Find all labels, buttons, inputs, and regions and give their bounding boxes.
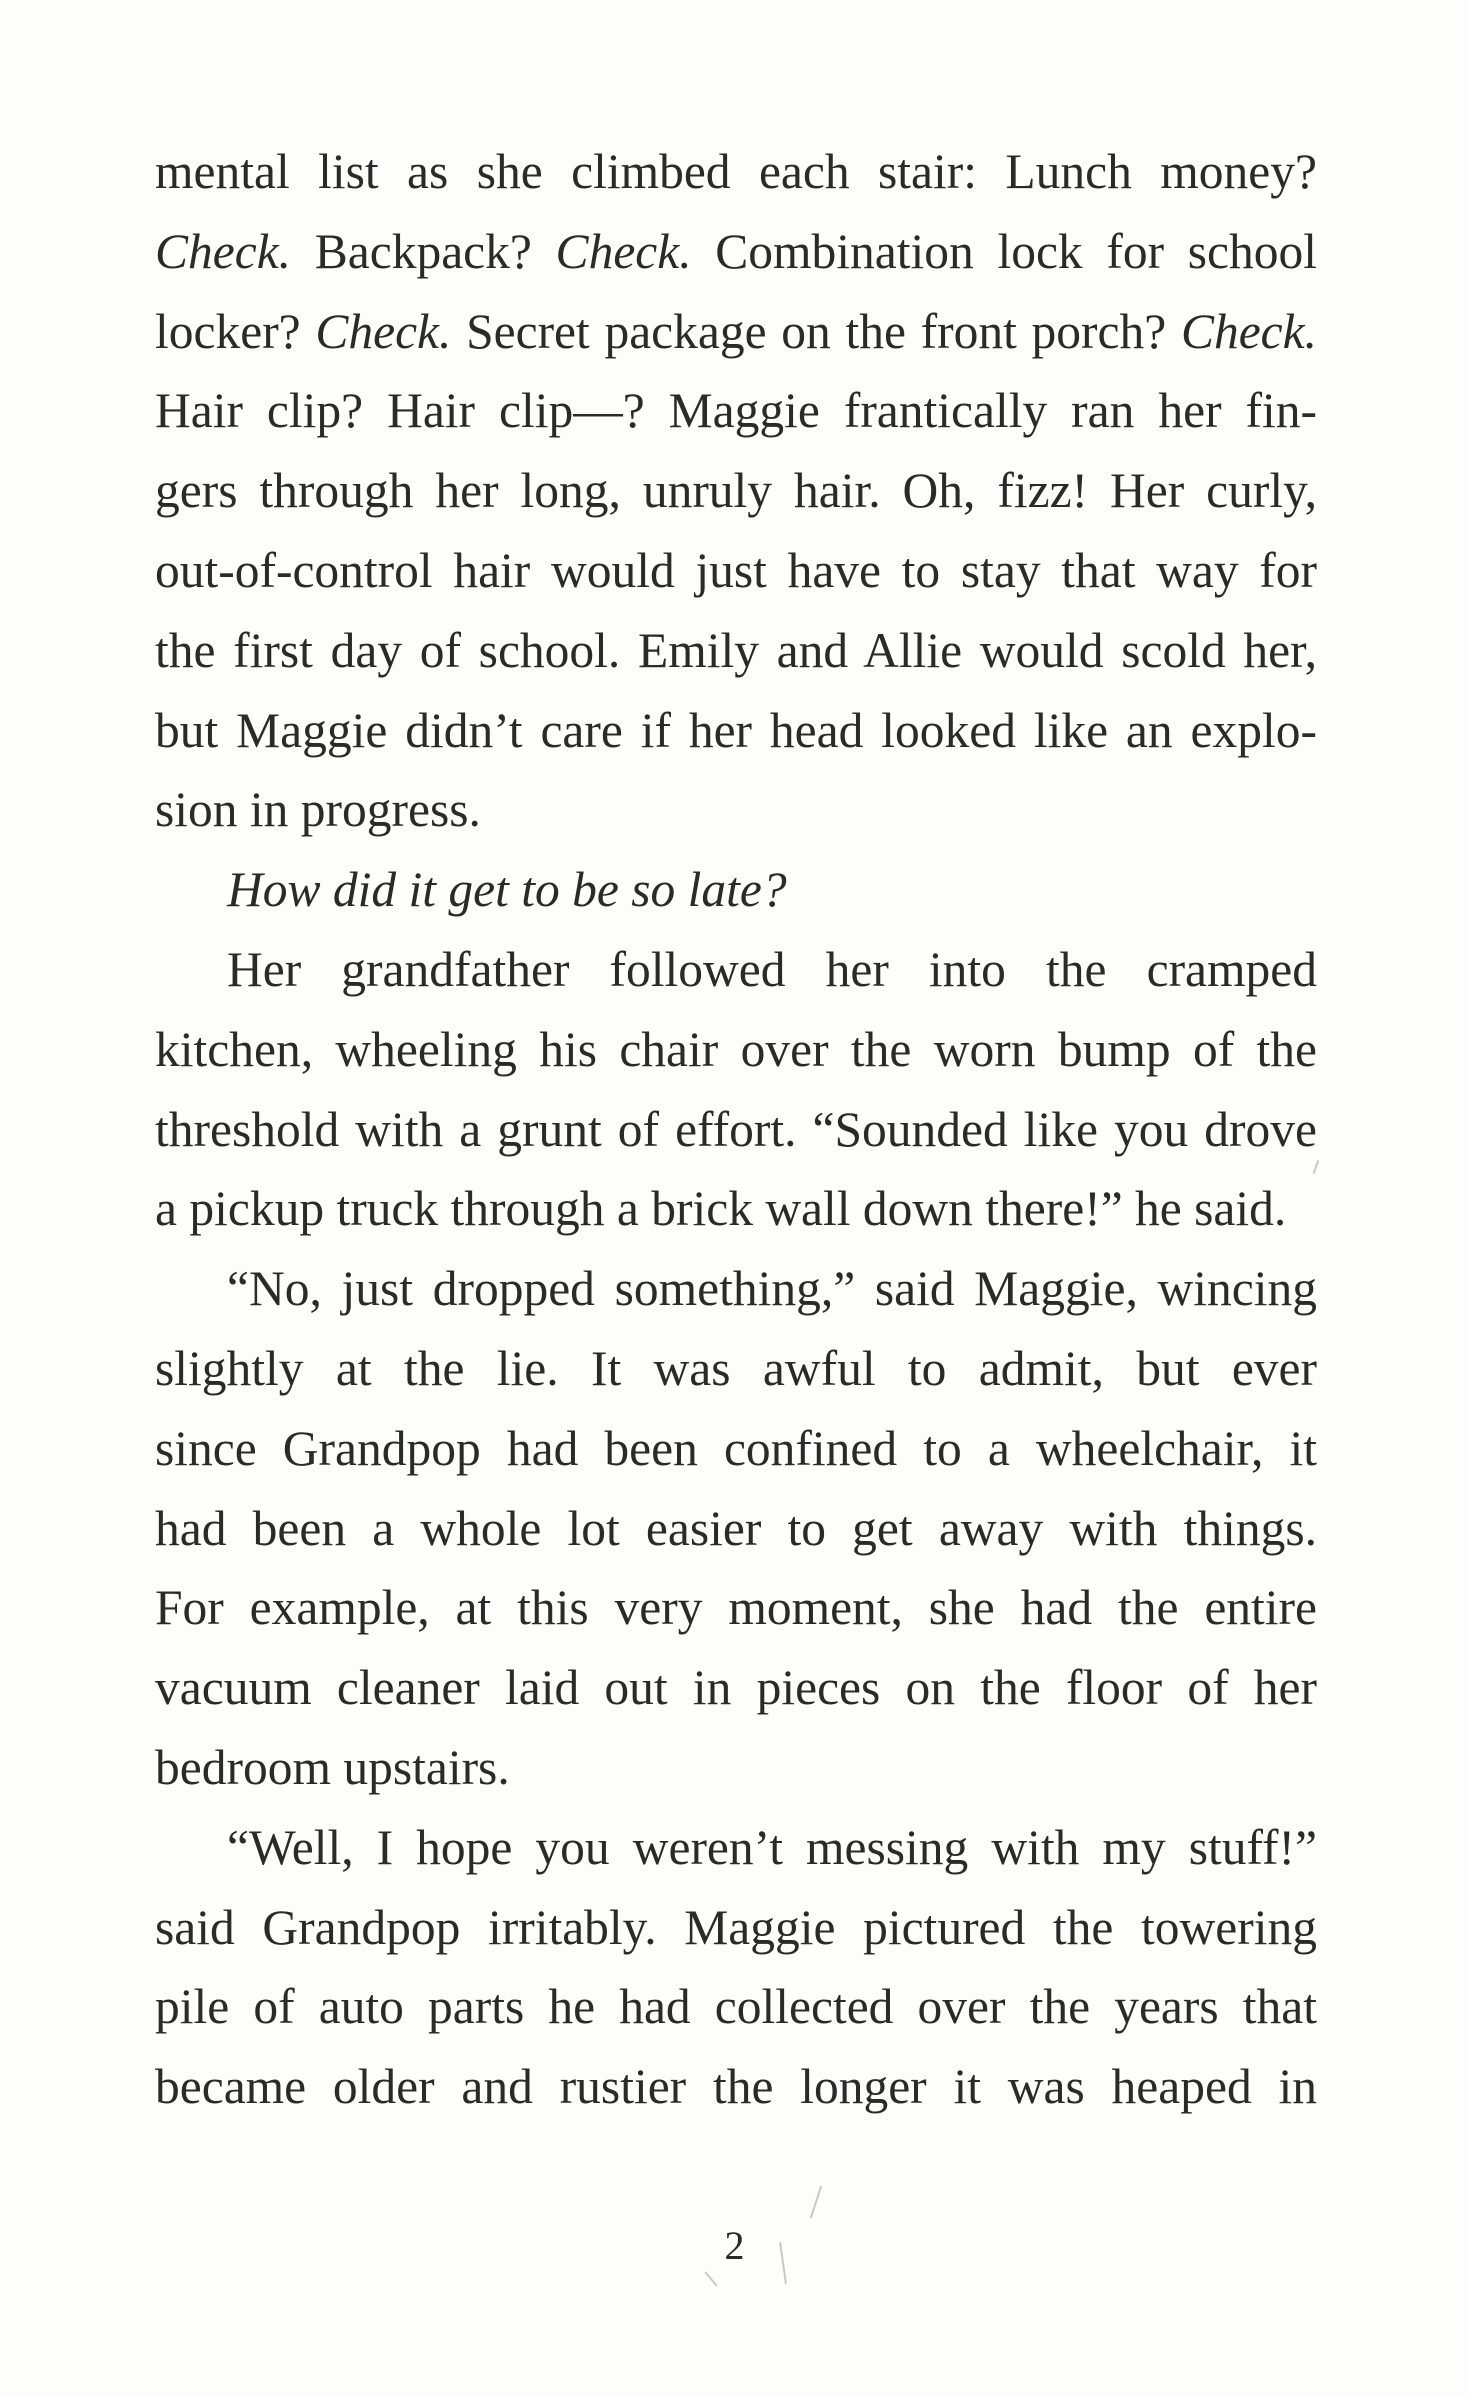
text-line: sion in progress. <box>155 782 481 838</box>
text-line: For example, at this very moment, she had the entire <box>155 1580 1317 1636</box>
text-line: “Well, I hope you weren’t messing with my stuff!” <box>227 1819 1317 1875</box>
paragraph-2 <box>155 850 1317 930</box>
paragraph-1 <box>155 132 1317 850</box>
text-line: kitchen, wheeling his chair over the worn bump of the <box>155 1021 1317 1077</box>
text-line: had been a whole lot easier to get away with things. <box>155 1500 1317 1556</box>
text-line: the first day of school. Emily and Allie would scold her, <box>155 622 1317 678</box>
text-line: pile of auto parts he had collected over the years that <box>155 1979 1317 2035</box>
scan-speck <box>810 2186 822 2219</box>
text-line: since Grandpop had been confined to a wheelchair, it <box>155 1420 1317 1476</box>
text-line: gers through her long, unruly hair. Oh, fizz! Her curly, <box>155 463 1317 519</box>
body-text <box>155 132 1317 2127</box>
text-line: vacuum cleaner laid out in pieces on the floor of her <box>155 1660 1317 1716</box>
text-line: Hair clip? Hair clip—? Maggie frantically ran her fin- <box>155 383 1317 439</box>
text-line: said Grandpop irritably. Maggie pictured the towering <box>155 1899 1317 1955</box>
text-line: a pickup truck through a brick wall down there!” he said. <box>155 1181 1287 1237</box>
paragraph-5 <box>155 1808 1317 2127</box>
page-number: 2 <box>724 2223 745 2268</box>
text-line: Her grandfather followed her into the cramped <box>227 941 1317 997</box>
text-line: became older and rustier the longer it was heaped in <box>155 2059 1317 2115</box>
text-line: but Maggie didn’t care if her head looked like an explo- <box>155 702 1317 758</box>
text-line: slightly at the lie. It was awful to admit, but ever <box>155 1340 1317 1396</box>
scan-speck <box>704 2271 717 2286</box>
text-line: out-of-control hair would just have to stay that way for <box>155 542 1317 598</box>
text-line: mental list as she climbed each stair: Lunch money? <box>155 144 1317 199</box>
text-line: How did it get to be so late? <box>227 862 787 918</box>
text-line: locker? Check. Secret package on the front porch? Check. <box>155 303 1317 359</box>
text-line: Check. Backpack? Check. Combination lock for school <box>155 223 1317 279</box>
paragraph-4 <box>155 1249 1317 1808</box>
paragraph-3 <box>155 930 1317 1249</box>
text-line: bedroom upstairs. <box>155 1739 510 1795</box>
text-line: “No, just dropped something,” said Maggie, wincing <box>227 1261 1317 1317</box>
text-line: threshold with a grunt of effort. “Sounded like you drove <box>155 1101 1317 1157</box>
